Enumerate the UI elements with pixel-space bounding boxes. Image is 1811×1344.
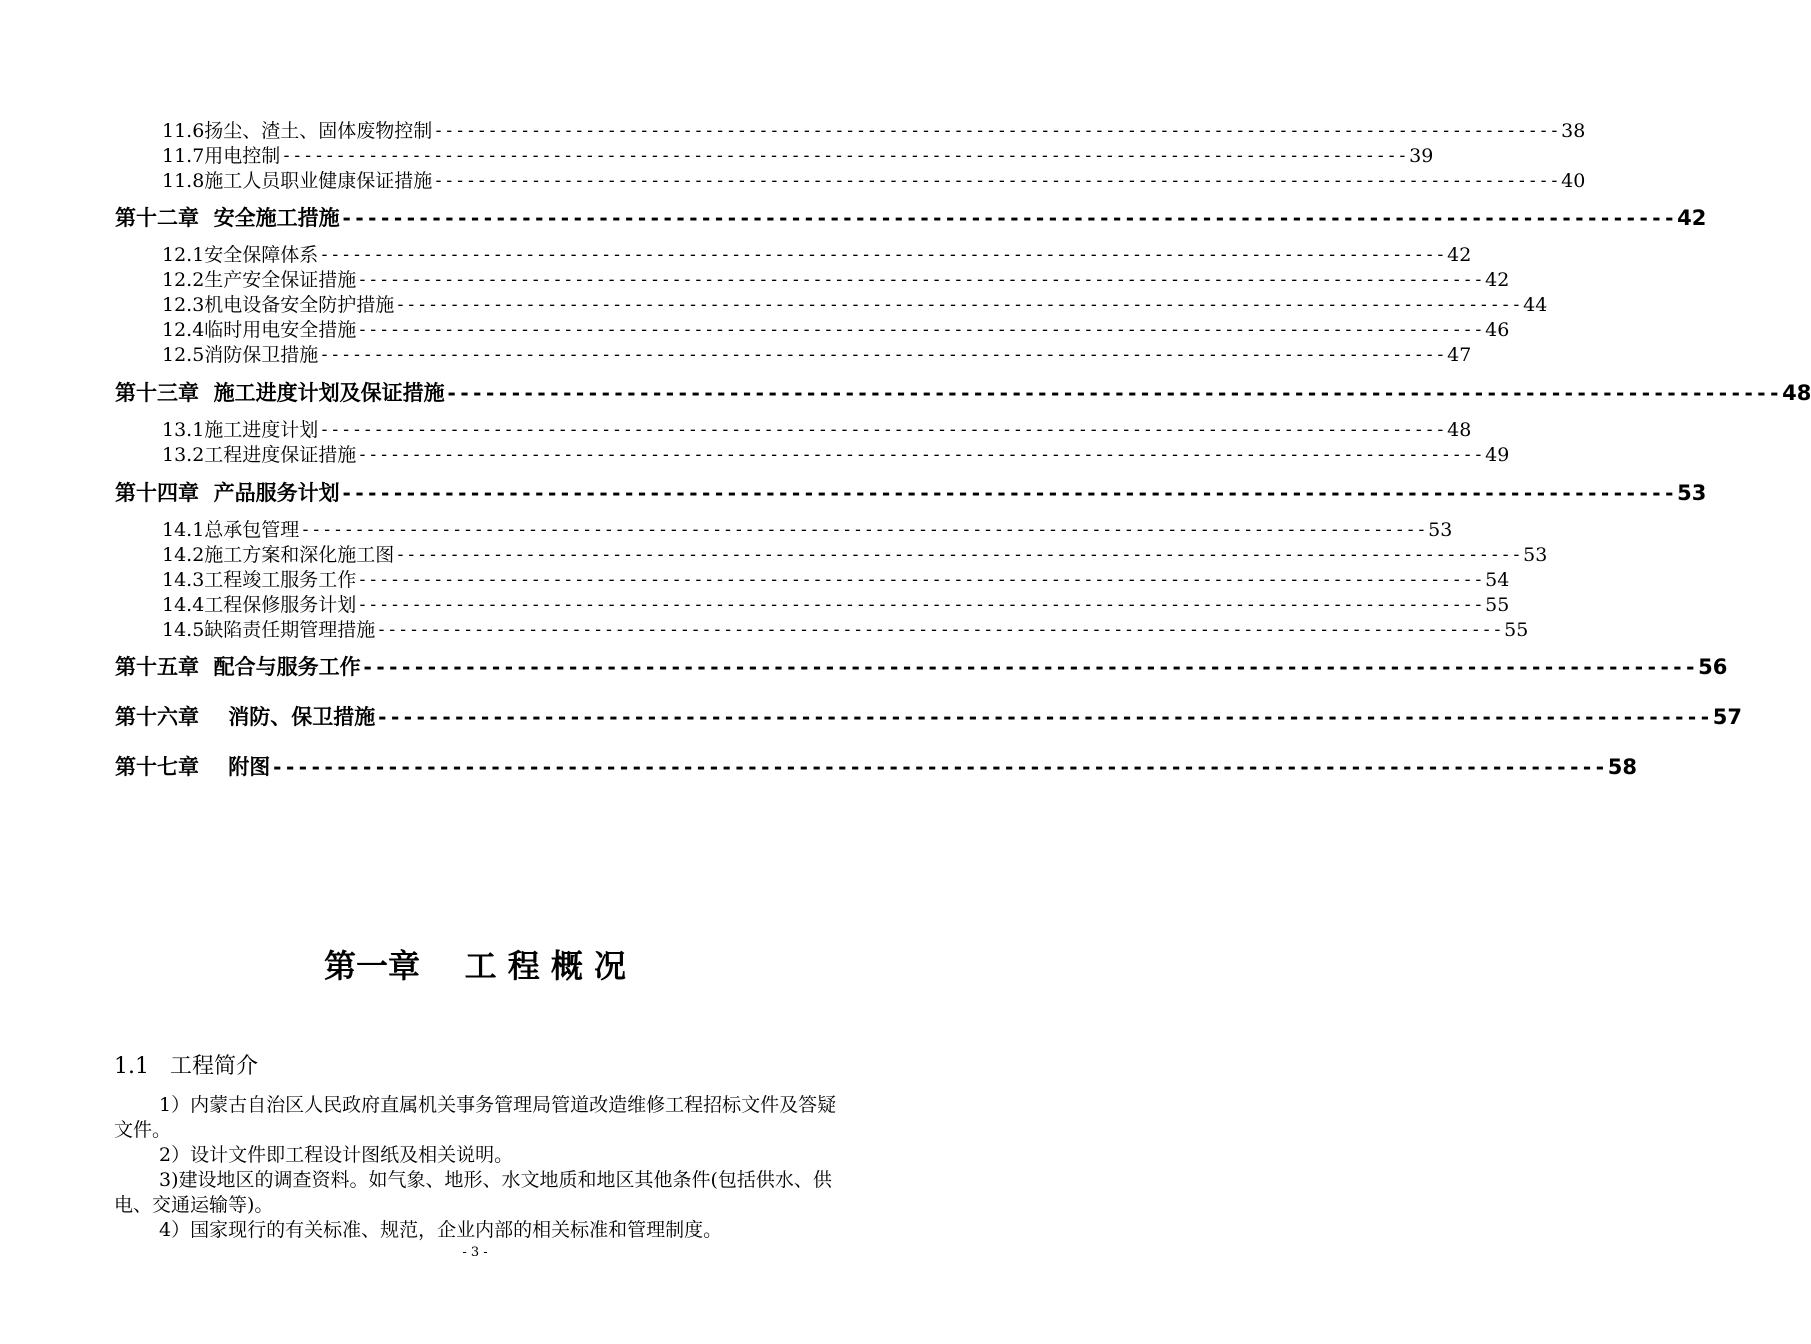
toc-leader: -------------------------------------------------------------------------------------------------------- [340, 206, 1677, 230]
toc-entry[interactable] [162, 293, 1548, 317]
toc-leader: -------------------------------------------------------------------------------------------------------- [300, 520, 1428, 540]
toc-page-number: 57 [1712, 705, 1742, 729]
toc-entry-label: 11.7用电控制 [162, 145, 281, 167]
toc-leader: -------------------------------------------------------------------------------------------------------- [395, 295, 1523, 315]
toc-page-number: 48 [1782, 381, 1811, 405]
toc-chapter-label: 第十二章 安全施工措施 [115, 206, 340, 230]
toc-entry[interactable] [162, 169, 1586, 193]
toc-page-number: 38 [1561, 120, 1586, 142]
toc-leader: -------------------------------------------------------------------------------------------------------- [271, 755, 1607, 779]
toc-leader: -------------------------------------------------------------------------------------------------------- [361, 655, 1698, 679]
toc-entry[interactable] [162, 268, 1510, 292]
toc-entry-label: 14.5缺陷责任期管理措施 [162, 619, 376, 641]
toc-page-number: 53 [1523, 544, 1548, 566]
toc-page-number: 47 [1447, 344, 1472, 366]
toc-leader: -------------------------------------------------------------------------------------------------------- [319, 420, 1447, 440]
toc-chapter-label: 第十六章 消防、保卫措施 [115, 705, 376, 729]
toc-entry[interactable] [162, 119, 1586, 143]
toc-leader: -------------------------------------------------------------------------------------------------------- [357, 320, 1485, 340]
toc-chapter-label: 第十三章 施工进度计划及保证措施 [115, 381, 445, 405]
toc-chapter-label: 第十五章 配合与服务工作 [115, 655, 361, 679]
toc-page-number: 55 [1504, 619, 1529, 641]
toc-leader: -------------------------------------------------------------------------------------------------------- [445, 381, 1782, 405]
body-paragraph: 1）内蒙古自治区人民政府直属机关事务管理局管道改造维修工程招标文件及答疑文件。 [114, 1094, 837, 1141]
toc-entry-label: 14.1总承包管理 [162, 519, 300, 541]
toc-page-number: 39 [1409, 145, 1434, 167]
toc-entry-label: 11.6扬尘、渣土、固体废物控制 [162, 120, 433, 142]
toc-leader: -------------------------------------------------------------------------------------------------------- [281, 146, 1409, 166]
toc-page-number: 46 [1485, 319, 1510, 341]
toc-entry[interactable] [162, 543, 1548, 567]
toc-entry[interactable] [162, 144, 1434, 168]
toc-entry[interactable] [162, 318, 1510, 342]
toc-chapter-entry[interactable] [115, 702, 1742, 732]
toc-leader: -------------------------------------------------------------------------------------------------------- [357, 445, 1485, 465]
toc-chapter-entry[interactable] [115, 652, 1728, 682]
toc-leader: -------------------------------------------------------------------------------------------------------- [319, 345, 1447, 365]
toc-page-number: 53 [1428, 519, 1453, 541]
toc-leader: -------------------------------------------------------------------------------------------------------- [376, 705, 1712, 729]
toc-entry[interactable] [162, 443, 1510, 467]
toc-entry[interactable] [162, 568, 1510, 592]
toc-chapter-label: 第十四章 产品服务计划 [115, 481, 340, 505]
toc-leader: -------------------------------------------------------------------------------------------------------- [319, 245, 1447, 265]
section-title: 工程简介 [169, 1054, 258, 1079]
toc-entry[interactable] [162, 418, 1472, 442]
toc-chapter-entry[interactable] [115, 752, 1637, 782]
toc-entry-label: 14.4工程保修服务计划 [162, 594, 357, 616]
chapter-title: 第一章 工 程 概 况 [324, 947, 626, 985]
toc-leader: -------------------------------------------------------------------------------------------------------- [357, 595, 1485, 615]
toc-entry[interactable] [162, 593, 1510, 617]
toc-chapter-entry[interactable] [115, 378, 1811, 408]
toc-page-number: 53 [1677, 481, 1707, 505]
toc-entry-label: 12.2生产安全保证措施 [162, 269, 357, 291]
toc-leader: -------------------------------------------------------------------------------------------------------- [357, 270, 1485, 290]
toc-entry-label: 12.1安全保障体系 [162, 244, 319, 266]
toc-leader: -------------------------------------------------------------------------------------------------------- [433, 121, 1561, 141]
toc-chapter-entry[interactable] [115, 203, 1707, 233]
toc-page-number: 54 [1485, 569, 1510, 591]
toc-page-number: 48 [1447, 419, 1472, 441]
section-heading [114, 1052, 258, 1082]
toc-entry[interactable] [162, 343, 1472, 367]
section-number: 1.1 [114, 1054, 149, 1079]
toc-leader: -------------------------------------------------------------------------------------------------------- [340, 481, 1677, 505]
toc-entry-label: 13.2工程进度保证措施 [162, 444, 357, 466]
toc-entry-label: 11.8施工人员职业健康保证措施 [162, 170, 433, 192]
toc-entry-label: 12.5消防保卫措施 [162, 344, 319, 366]
body-paragraph: 4）国家现行的有关标准、规范，企业内部的相关标准和管理制度。 [159, 1219, 723, 1241]
toc-page-number: 40 [1561, 170, 1586, 192]
toc-chapter-label: 第十七章 附图 [115, 755, 271, 779]
toc-entry[interactable] [162, 618, 1529, 642]
toc-entry[interactable] [162, 518, 1453, 542]
toc-page-number: 56 [1698, 655, 1728, 679]
toc-page-number: 49 [1485, 444, 1510, 466]
toc-leader: -------------------------------------------------------------------------------------------------------- [395, 545, 1523, 565]
toc-entry-label: 14.2施工方案和深化施工图 [162, 544, 395, 566]
toc-entry-label: 12.4临时用电安全措施 [162, 319, 357, 341]
page-number-footer: - 3 - [462, 1245, 488, 1260]
toc-leader: -------------------------------------------------------------------------------------------------------- [376, 620, 1504, 640]
toc-entry-label: 14.3工程竣工服务工作 [162, 569, 357, 591]
toc-leader: -------------------------------------------------------------------------------------------------------- [357, 570, 1485, 590]
toc-leader: -------------------------------------------------------------------------------------------------------- [433, 171, 1561, 191]
toc-page-number: 42 [1677, 206, 1707, 230]
toc-page-number: 58 [1607, 755, 1637, 779]
toc-page-number: 44 [1523, 294, 1548, 316]
body-paragraph: 2）设计文件即工程设计图纸及相关说明。 [159, 1144, 514, 1166]
toc-entry-label: 12.3机电设备安全防护措施 [162, 294, 395, 316]
toc-entry[interactable] [162, 243, 1472, 267]
toc-page-number: 42 [1447, 244, 1472, 266]
toc-entry-label: 13.1施工进度计划 [162, 419, 319, 441]
toc-page-number: 42 [1485, 269, 1510, 291]
toc-chapter-entry[interactable] [115, 478, 1707, 508]
body-paragraph: 3)建设地区的调查资料。如气象、地形、水文地质和地区其他条件(包括供水、供电、交通运输等)。 [114, 1169, 832, 1216]
toc-page-number: 55 [1485, 594, 1510, 616]
